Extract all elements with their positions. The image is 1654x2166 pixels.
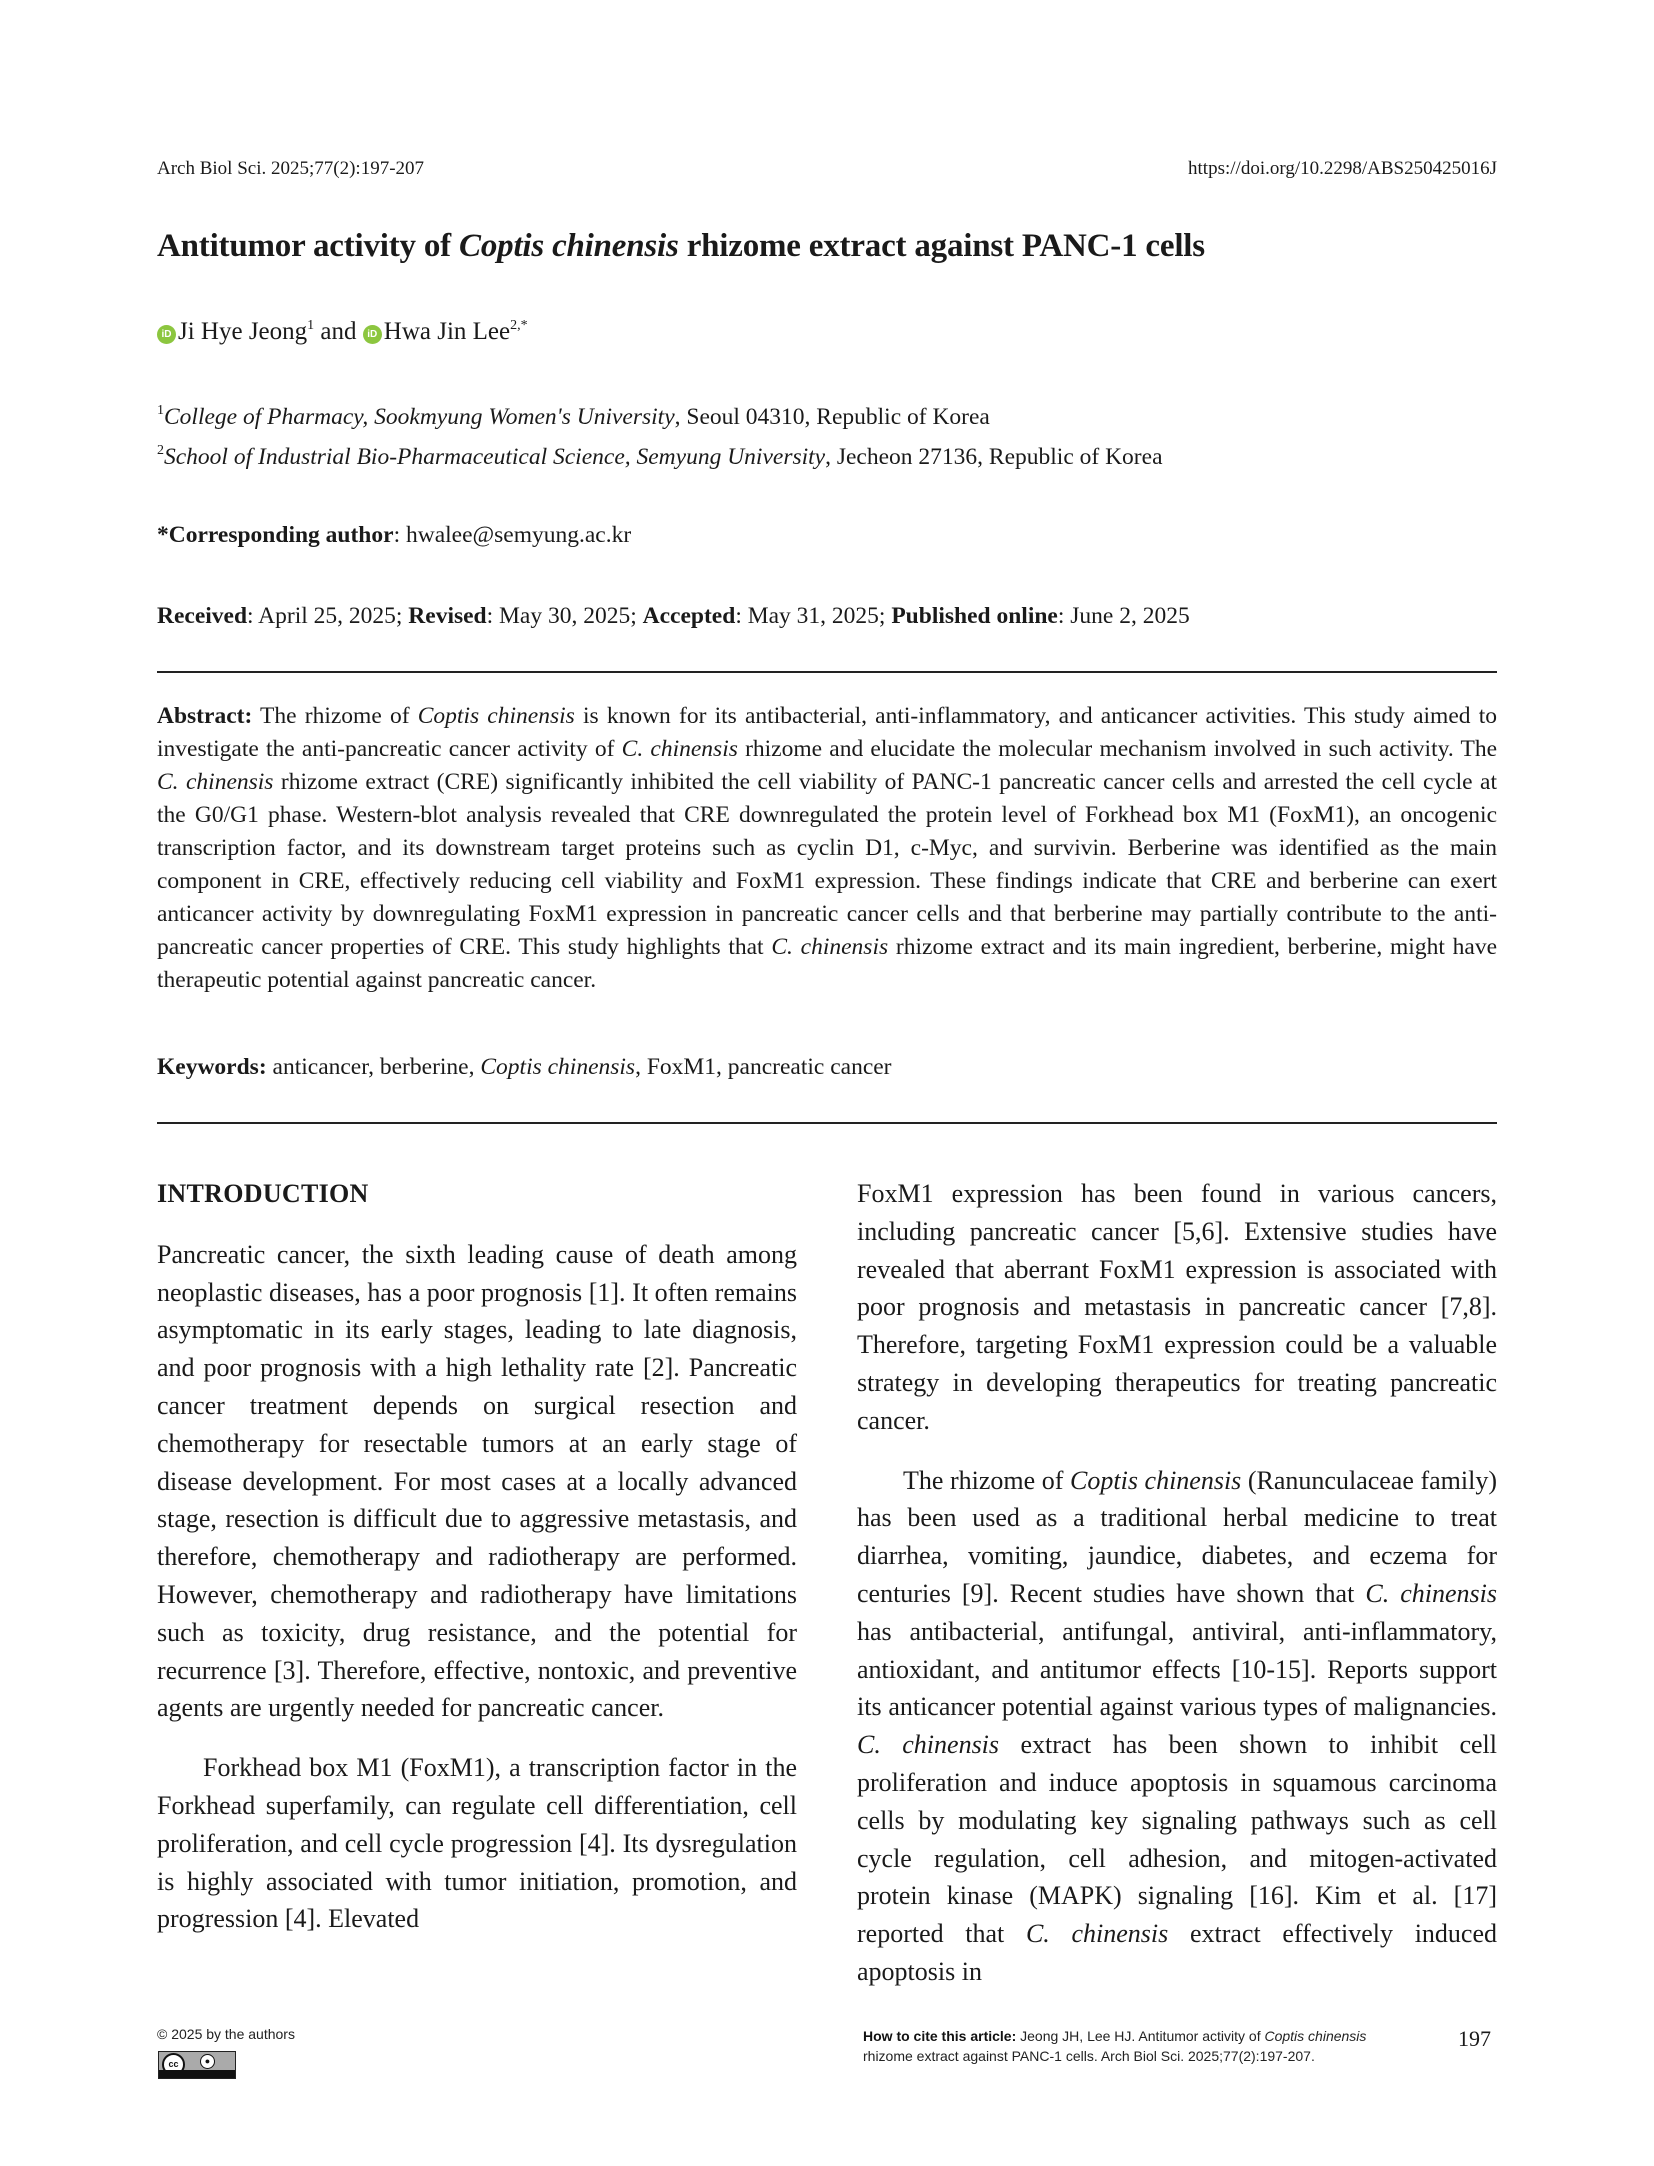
author-name: Ji Hye Jeong	[178, 318, 308, 345]
copyright-notice: © 2025 by the authors	[157, 2026, 295, 2042]
abstract-text: rhizome and elucidate the molecular mechanism involved in such activity. The	[737, 736, 1498, 762]
affiliation	[157, 403, 990, 431]
paragraph-text: extract effectively induced apoptosis in	[857, 1919, 1498, 1986]
author-list	[157, 318, 528, 346]
abstract-text: rhizome extract and its main ingredient, berberine, might have therapeutic potential against pancreatic cancer.	[157, 934, 1497, 993]
species-name: C. chinensis	[1025, 1919, 1169, 1949]
affiliation-number: 2	[157, 443, 164, 458]
species-name: C. chinensis	[157, 769, 274, 795]
abstract-text: rhizome extract (CRE) significantly inhibited the cell viability of PANC-1 pancreatic cancer cells and arrested the cell cycle at the G0/G1 phase. Western-blot analysis revealed that CRE downregulated the protein level of Forkhead box M1 (FoxM1), an oncogenic transcription factor, and its downstream target proteins such as cyclin D1, c-Myc, and survivin. Berberine was identified as the main component in CRE, effectively reducing cell viability and FoxM1 expression. These findings indicate that CRE and berberine can exert anticancer activity by downregulating FoxM1 expression in pancreatic cancer cells and that berberine may partially contribute to the anti-pancreatic cancer properties of CRE. This study highlights that	[157, 769, 1497, 960]
accepted-date: : May 31, 2025;	[735, 603, 892, 629]
species-name: Coptis chinensis	[1264, 2028, 1367, 2044]
divider	[157, 1122, 1497, 1124]
paragraph: Pancreatic cancer, the sixth leading cause of death among neoplastic diseases, has a poor prognosis [1]. It often remains asymptomatic in its early stages, leading to late diagnosis, and poor prognosis with a high lethality rate [2]. Pancreatic cancer treatment depends on surgical resection and chemotherapy for resectable tumors at an early stage of disease development. For most cases at a locally advanced stage, resection is difficult due to aggressive metastasis, and therefore, chemotherapy and radiotherapy are performed. However, chemotherapy and radiotherapy have limitations such as toxicity, drug resistance, and the potential for recurrence [3]. Therefore, effective, nontoxic, and preventive agents are urgently needed for pancreatic cancer.	[157, 1239, 797, 1723]
abstract-text: The rhizome of	[252, 703, 418, 729]
abstract-label: Abstract:	[157, 703, 253, 729]
accepted-label: Accepted	[642, 603, 736, 629]
abstract	[157, 700, 1497, 997]
title-part-1: Antitumor activity of	[157, 228, 460, 264]
journal-reference: Arch Biol Sci. 2025;77(2):197-207	[157, 158, 425, 179]
section-heading: INTRODUCTION	[157, 1179, 369, 1208]
published-date: : June 2, 2025	[1057, 603, 1190, 629]
species-name: C. chinensis	[1365, 1578, 1498, 1608]
paragraph: FoxM1 expression has been found in various cancers, including pancreatic cancer [5,6]. Extensive studies have revealed that aberrant FoxM1 expression is associated with poor prognosis and metastasis in pancreatic cancer [7,8]. Therefore, targeting FoxM1 expression could be a valuable strategy in developing therapeutics for treating pancreatic cancer.	[857, 1179, 1497, 1435]
paragraph: Forkhead box M1 (FoxM1), a transcription factor in the Forkhead superfamily, can regulate cell differentiation, cell proliferation, and cell cycle progression [4]. Its dysregulation is highly associated with tumor initiation, promotion, and progression [4]. Elevated	[157, 1753, 797, 1934]
corresponding-author-email[interactable]: : hwalee@semyung.ac.kr	[393, 522, 632, 548]
publication-dates	[157, 603, 1190, 630]
species-name: C. chinensis	[621, 736, 738, 762]
cc-icon: cc	[162, 2053, 185, 2076]
species-name: Coptis chinensis	[1070, 1465, 1242, 1495]
citation-label: How to cite this article:	[863, 2028, 1017, 2044]
orcid-icon[interactable]: iD	[157, 325, 176, 344]
paragraph-text: extract has been shown to inhibit cell proliferation and induce apoptosis in squamous carcinoma cells by modulating key signaling pathways such as cell cycle regulation, cell adhesion, and mitogen-activated protein kinase (MAPK) signaling [16]. Kim et al. [17] reported that	[857, 1730, 1497, 1949]
received-date: : April 25, 2025;	[247, 603, 409, 629]
body-column-right	[857, 1175, 1497, 1991]
citation-note	[863, 2026, 1403, 2066]
body-column-left	[157, 1175, 797, 1938]
page-number: 197	[1458, 2026, 1491, 2051]
author-name: Hwa Jin Lee	[383, 318, 511, 345]
divider	[157, 671, 1497, 673]
cc-by-icon[interactable]	[158, 2051, 236, 2079]
paragraph-text: (Ranunculaceae family) has been used as a traditional herbal medicine to treat diarrhea, vomiting, jaundice, diabetes, and eczema for centuries [9]. Recent studies have shown that	[857, 1465, 1498, 1608]
corresponding-author-label: *Corresponding author	[157, 522, 394, 548]
affiliation-institution: College of Pharmacy, Sookmyung Women's University	[164, 404, 675, 430]
affiliation-location: , Seoul 04310, Republic of Korea	[674, 404, 990, 430]
keywords-text: , FoxM1, pancreatic cancer	[635, 1054, 892, 1080]
keywords-label: Keywords:	[157, 1054, 267, 1080]
keywords-text: anticancer, berberine,	[266, 1054, 481, 1080]
affiliation-location: , Jecheon 27136, Republic of Korea	[825, 444, 1163, 470]
paragraph	[857, 1462, 1497, 1991]
citation-text: rhizome extract against PANC-1 cells. Arch Biol Sci. 2025;77(2):197-207.	[863, 2048, 1315, 2064]
species-name: C. chinensis	[857, 1730, 1000, 1760]
affiliation-number: 1	[157, 403, 164, 418]
corresponding-author	[157, 522, 631, 549]
keywords	[157, 1054, 892, 1081]
received-label: Received	[157, 603, 248, 629]
citation-text: Jeong JH, Lee HJ. Antitumor activity of	[1016, 2028, 1265, 2044]
author-conjunction: and	[314, 318, 363, 345]
revised-label: Revised	[408, 603, 487, 629]
species-name: C. chinensis	[771, 934, 889, 960]
species-name: Coptis chinensis	[417, 703, 575, 729]
affiliation-institution: School of Industrial Bio-Pharmaceutical Science, Semyung University	[164, 444, 826, 470]
abstract-text: is known for its antibacterial, anti-inflammatory, and anticancer activities. This study aimed to investigate the anti-pancreatic cancer activity of	[157, 703, 1497, 762]
author-affiliation-mark: 1	[307, 318, 315, 333]
attribution-person-icon: ●	[200, 2054, 215, 2069]
doi-link[interactable]: https://doi.org/10.2298/ABS250425016J	[1188, 158, 1497, 179]
orcid-icon[interactable]: iD	[363, 325, 382, 344]
article-title	[157, 228, 1205, 265]
published-label: Published online	[891, 603, 1058, 629]
license-strip	[159, 2070, 235, 2078]
species-name: Coptis chinensis	[480, 1054, 636, 1080]
paragraph-text: has antibacterial, antifungal, antiviral, anti-inflammatory, antioxidant, and antitumor effects [10-15]. Reports support its anticancer potential against various types of malignancies.	[857, 1616, 1497, 1722]
title-part-2: rhizome extract against PANC-1 cells	[678, 228, 1205, 264]
title-species: Coptis chinensis	[459, 228, 679, 264]
author-affiliation-mark: 2,*	[510, 318, 528, 333]
revised-date: : May 30, 2025;	[486, 603, 643, 629]
paragraph-text: The rhizome of	[903, 1465, 1071, 1495]
affiliation	[157, 443, 1163, 471]
